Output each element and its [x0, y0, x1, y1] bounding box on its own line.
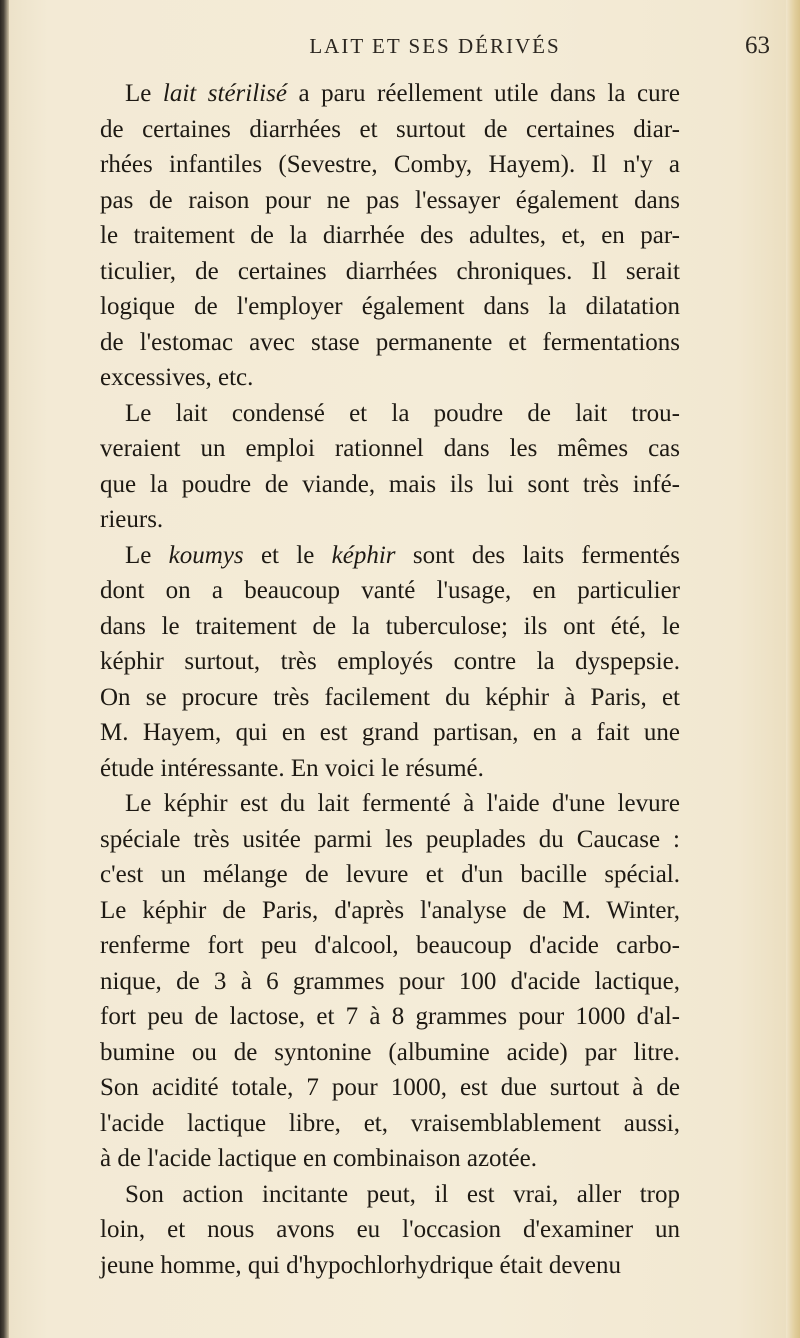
paragraph [100, 1177, 680, 1284]
text-line: excessives, etc. [100, 364, 254, 391]
text-line: dans le traitement de la tuberculose; ils ont été, le [100, 612, 680, 640]
text-line: de l'estomac avec stase permanente et fermentations [100, 328, 680, 356]
text-line: renferme fort peu d'alcool, beaucoup d'acide carbo- [100, 932, 680, 959]
text-line: jeune homme, qui d'hypochlorhydrique était devenu [100, 1251, 622, 1279]
text-line: On se procure très facilement du képhir à Paris, et [100, 683, 680, 711]
paragraph [100, 786, 680, 1177]
text-line: le traitement de la diarrhée des adultes, et, en par- [100, 222, 680, 249]
page-number: 63 [745, 32, 770, 59]
text-line: képhir surtout, très employés contre la dyspepsie. [100, 648, 680, 675]
running-head [90, 30, 780, 70]
italic-term: koumys [168, 541, 244, 569]
text-line: veraient un emploi rationnel dans les mêmes cas [100, 435, 680, 462]
text-line: Le lait stérilisé a paru réellement utile dans la cure [125, 80, 680, 107]
text-line: Son acidité totale, 7 pour 1000, est due surtout à de [100, 1074, 680, 1101]
text-line: à de l'acide lactique en combinaison azotée. [100, 1145, 537, 1172]
text-line: étude intéressante. En voici le résumé. [100, 754, 484, 782]
text-line: spéciale très usitée parmi les peuplades du Caucase : [100, 825, 680, 853]
text-line: rieurs. [100, 506, 164, 533]
text-line: Le képhir de Paris, d'après l'analyse de M. Winter, [100, 896, 680, 924]
text-line: bumine ou de syntonine (albumine acide) par litre. [100, 1038, 680, 1066]
paragraph [100, 396, 680, 538]
text-line: Le lait condensé et la poudre de lait trou- [125, 399, 680, 427]
text-line: Son action incitante peut, il est vrai, aller trop [125, 1180, 680, 1208]
text-line: Le koumys et le képhir sont des laits fermentés [125, 541, 680, 569]
text-line: dont on a beaucoup vanté l'usage, en particulier [100, 577, 680, 604]
text-line: logique de l'employer également dans la dilatation [100, 293, 680, 320]
paragraph [100, 76, 680, 396]
text-line: nique, de 3 à 6 grammes pour 100 d'acide lactique, [100, 967, 680, 995]
body-text [100, 76, 680, 1283]
italic-term: lait stérilisé [162, 80, 287, 107]
text-line: de certaines diarrhées et surtout de certaines diar- [100, 115, 680, 143]
text-line: fort peu de lactose, et 7 à 8 grammes pour 1000 d'al- [100, 1003, 680, 1030]
italic-term: képhir [331, 541, 396, 569]
running-title: LAIT ET SES DÉRIVÉS [309, 34, 561, 58]
text-line: rhées infantiles (Sevestre, Comby, Hayem). Il n'y a [100, 151, 680, 178]
text-line: M. Hayem, qui en est grand partisan, en a fait une [100, 719, 680, 746]
text-line: que la poudre de viande, mais ils lui sont très infé- [100, 470, 680, 498]
page-binding-shadow [0, 0, 9, 1338]
text-line: ticulier, de certaines diarrhées chroniques. Il serait [100, 257, 680, 285]
text-line: Le képhir est du lait fermenté à l'aide d'une levure [125, 790, 680, 817]
text-line: loin, et nous avons eu l'occasion d'examiner un [100, 1216, 680, 1243]
text-line: pas de raison pour ne pas l'essayer également dans [100, 186, 680, 214]
text-line: c'est un mélange de levure et d'un bacille spécial. [100, 861, 680, 888]
page-edge [786, 0, 800, 1338]
paragraph [100, 538, 680, 787]
text-line: l'acide lactique libre, et, vraisemblablement aussi, [100, 1109, 680, 1137]
